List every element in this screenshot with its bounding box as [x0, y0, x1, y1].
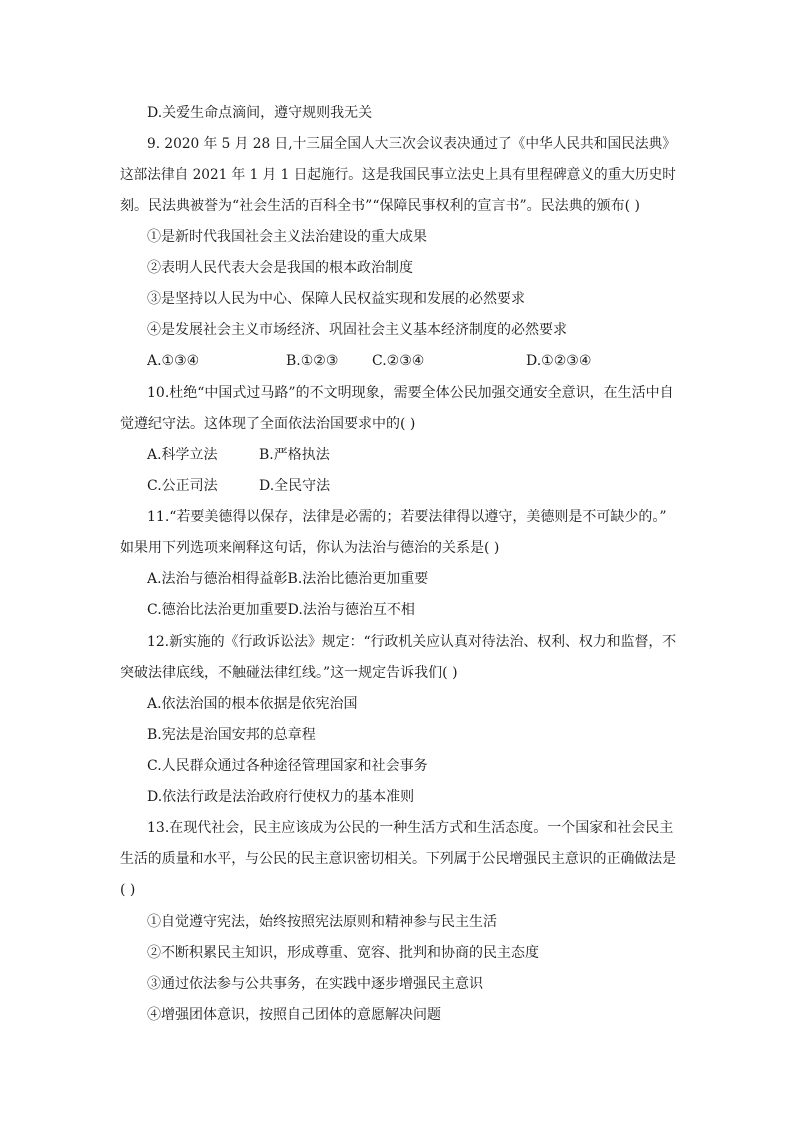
q9-stem-line2: 这部法律自 2021 年 1 月 1 日起施行。这是我国民事立法史上具有里程碑意义的重大历史时 — [120, 167, 676, 183]
q10-option-d: D.全民守法 — [259, 478, 331, 494]
q11-options-line1: A.法治与德治相得益彰B.法治比德治更加重要 — [147, 571, 429, 587]
q12-option-c: C.人民群众通过各种途径管理国家和社会事务 — [147, 758, 428, 774]
q9-option-d: D.①②③④ — [526, 353, 592, 369]
q13-item-4: ④增强团体意识，按照自己团体的意愿解决问题 — [147, 1007, 441, 1023]
q11-stem-line2: 如果用下列选项来阐释这句话，你认为法治与德治的关系是( ) — [120, 540, 500, 556]
q13-item-3: ③通过依法参与公共事务，在实践中逐步增强民主意识 — [147, 976, 483, 992]
q9-stem-line1: 9. 2020 年 5 月 28 日,十三届全国人大三次会议表决通过了《中华人民共和国民法典》 — [147, 136, 676, 152]
q13-item-1: ①自觉遵守宪法，始终按照宪法原则和精神参与民主生活 — [147, 914, 497, 930]
q10-option-a: A.科学立法 — [147, 447, 218, 463]
q9-option-c: C.②③④ — [372, 353, 425, 369]
q9-stem-line3: 刻。民法典被誉为“社会生活的百科全书”“保障民事权利的宣言书”。民法典的颁布( ) — [120, 198, 641, 214]
q10-option-b: B.严格执法 — [259, 447, 330, 463]
q9-item-3: ③是坚持以人民为中心、保障人民权益实现和发展的必然要求 — [147, 291, 525, 307]
q12-stem-line1: 12.新实施的《行政诉讼法》规定：“行政机关应认真对待法治、权利、权力和监督，不 — [147, 634, 677, 650]
q13-stem-line3: ( ) — [120, 882, 136, 898]
q13-item-2: ②不断积累民主知识，形成尊重、宽容、批判和协商的民主态度 — [147, 945, 539, 961]
q9-item-1: ①是新时代我国社会主义法治建设的重大成果 — [147, 229, 427, 245]
q10-option-c: C.公正司法 — [147, 478, 218, 494]
q9-item-2: ②表明人民代表大会是我国的根本政治制度 — [147, 260, 413, 276]
q12-stem-line2: 突破法律底线，不触碰法律红线。”这一规定告诉我们( ) — [120, 665, 458, 681]
q11-stem-line1: 11.“若要美德得以保存，法律是必需的；若要法律得以遵守，美德则是不可缺少的。” — [147, 509, 667, 525]
q9-item-4: ④是发展社会主义市场经济、巩固社会主义基本经济制度的必然要求 — [147, 322, 567, 338]
q12-option-a: A.依法治国的根本依据是依宪治国 — [147, 696, 358, 712]
q10-stem-line2: 觉遵纪守法。这体现了全面依法治国要求中的( ) — [120, 416, 416, 432]
q9-option-b: B.①②③ — [286, 353, 339, 369]
q11-options-line2: C.德治比法治更加重要D.法治与德治互不相 — [147, 602, 415, 618]
q13-stem-line2: 生活的质量和水平，与公民的民主意识密切相关。下列属于公民增强民主意识的正确做法是 — [120, 851, 677, 867]
q8-option-d: D.关爱生命点滴间，遵守规则我无关 — [147, 105, 373, 121]
q9-option-a: A.①③④ — [147, 353, 200, 369]
q12-option-b: B.宪法是治国安邦的总章程 — [147, 727, 316, 743]
q12-option-d: D.依法行政是法治政府行使权力的基本准则 — [147, 789, 415, 805]
q10-stem-line1: 10.杜绝“中国式过马路”的不文明现象，需要全体公民加强交通安全意识，在生活中自 — [147, 385, 674, 401]
q13-stem-line1: 13.在现代社会，民主应该成为公民的一种生活方式和生活态度。一个国家和社会民主 — [147, 820, 674, 836]
